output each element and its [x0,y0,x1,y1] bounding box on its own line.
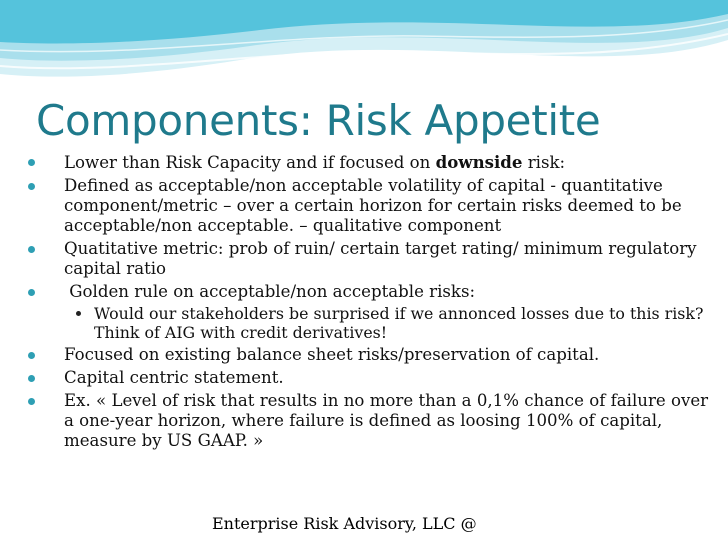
sub-bullet-item [64,304,714,342]
bullet-dot-icon [28,246,35,253]
bullet-text: Defined as acceptable/non acceptable volatility of capital - quantitative component/metric – over a certain horizon for certain risks deemed to be acceptable/non acceptable. – qualitative component [64,176,682,235]
sub-bullet-dot-icon [76,311,81,316]
bullet-item [14,391,714,451]
bullet-item [14,152,714,173]
bullet-dot-icon [28,183,35,190]
slide-title: Components: Risk Appetite [36,96,601,145]
bullet-item [14,282,714,342]
bullet-dot-icon [28,398,35,405]
bullet-dot-icon [28,375,35,382]
slide-footer: Enterprise Risk Advisory, LLC @ [212,514,477,533]
bullet-text: Lower than Risk Capacity and if focused on [64,153,436,172]
bullet-text: Ex. « Level of risk that results in no more than a 0,1% chance of failure over a one-year horizon, where failure is defined as loosing 100% of capital, measure by US GAAP. » [64,391,709,450]
bullet-item [14,239,714,279]
bullet-item [14,368,714,388]
bullet-text: Quatitative metric: prob of ruin/ certain target rating/ minimum regulatory capital ratio [64,239,697,278]
bullet-bold-text: downside [435,152,523,172]
bullet-item [14,176,714,236]
bullet-list [14,152,714,454]
bullet-text: Golden rule on acceptable/non acceptable risks: [64,282,476,301]
bullet-text: Focused on existing balance sheet risks/preservation of capital. [64,345,600,364]
bullet-dot-icon [28,159,35,166]
bullet-dot-icon [28,289,35,296]
bullet-item [14,345,714,365]
sub-bullet-list [64,304,714,342]
bullet-dot-icon [28,352,35,359]
sub-bullet-text: Would our stakeholders be surprised if we annonced losses due to this risk? Think of AIG with credit derivatives! [94,304,704,342]
header-wave-decoration [0,0,728,95]
bullet-text: risk: [522,153,566,172]
bullet-text: Capital centric statement. [64,368,284,387]
